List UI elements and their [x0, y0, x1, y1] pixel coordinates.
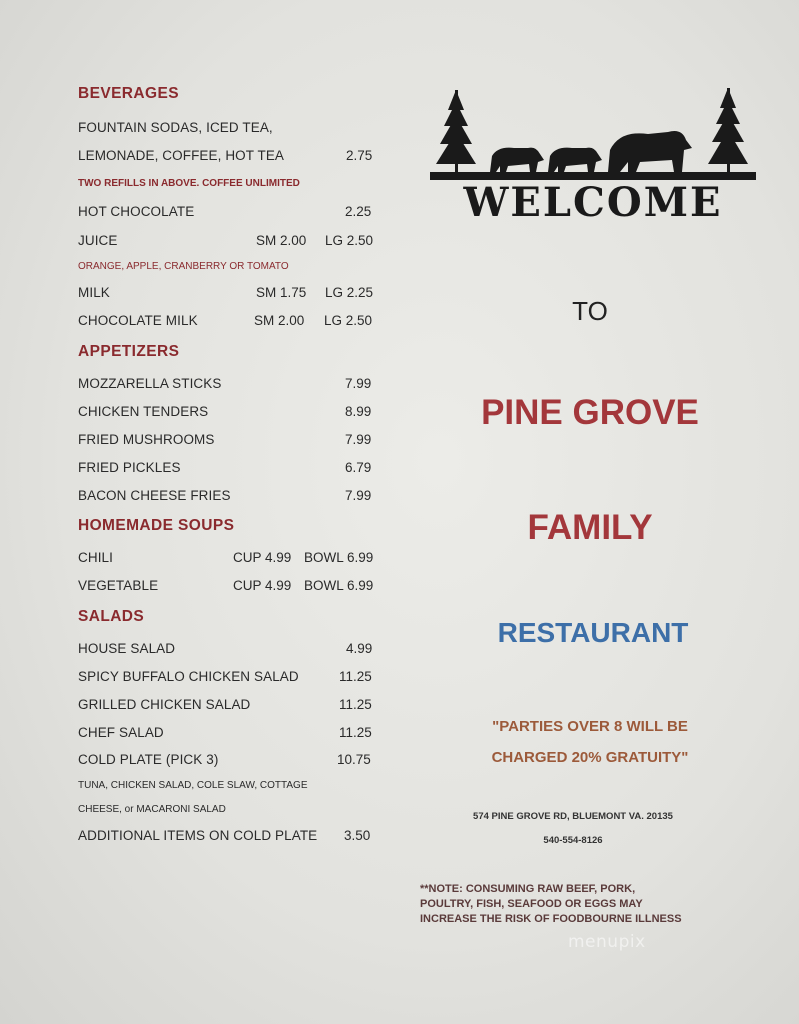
party-note-line2: CHARGED 20% GRATUITY"	[491, 749, 689, 766]
warning-line2: POULTRY, FISH, SEAFOOD OR EGGS MAY	[420, 898, 643, 910]
salad-item: GRILLED CHICKEN SALAD	[78, 697, 251, 712]
hot-chocolate: HOT CHOCOLATE	[78, 204, 195, 219]
soup-item: VEGETABLE	[78, 578, 159, 593]
juice: JUICE	[78, 233, 118, 248]
to-text: TO	[572, 296, 608, 326]
warning-line1: **NOTE: CONSUMING RAW BEEF, PORK,	[420, 883, 636, 895]
salads-header: SALADS	[78, 608, 145, 625]
salad-item: SPICY BUFFALO CHICKEN SALAD	[78, 669, 299, 684]
salad-price: 4.99	[346, 641, 373, 656]
additional-items: ADDITIONAL ITEMS ON COLD PLATE	[78, 828, 318, 843]
phone: 540-554-8126	[543, 835, 603, 846]
beverages-header: BEVERAGES	[78, 85, 179, 102]
restaurant-name-line3: RESTAURANT	[497, 617, 689, 648]
soup-cup: CUP 4.99	[233, 550, 292, 565]
appetizer-price: 7.99	[345, 488, 372, 503]
cold-plate-note2: CHEESE, or MACARONI SALAD	[78, 804, 226, 815]
party-note-line1: "PARTIES OVER 8 WILL BE	[492, 718, 688, 735]
appetizer-item: CHICKEN TENDERS	[78, 404, 209, 419]
milk-sm: SM 1.75	[256, 285, 307, 300]
refill-note: TWO REFILLS IN ABOVE. COFFEE UNLIMITED	[78, 178, 300, 189]
fountain-line2: LEMONADE, COFFEE, HOT TEA	[78, 148, 285, 163]
appetizer-price: 7.99	[345, 376, 372, 391]
fountain-line1: FOUNTAIN SODAS, ICED TEA,	[78, 120, 273, 135]
juice-sm: SM 2.00	[256, 233, 307, 248]
salad-price: 11.25	[339, 697, 372, 712]
cold-plate-note1: TUNA, CHICKEN SALAD, COLE SLAW, COTTAGE	[78, 780, 308, 791]
restaurant-name-line2: FAMILY	[527, 508, 653, 547]
salad-item: HOUSE SALAD	[78, 641, 176, 656]
welcome-logo	[428, 86, 758, 226]
choc-milk: CHOCOLATE MILK	[78, 313, 198, 328]
soup-cup: CUP 4.99	[233, 578, 292, 593]
restaurant-name-line1: PINE GROVE	[481, 393, 699, 432]
appetizer-item: MOZZARELLA STICKS	[78, 376, 222, 391]
salad-price: 11.25	[339, 669, 372, 684]
hot-chocolate-price: 2.25	[345, 204, 372, 219]
appetizer-item: FRIED PICKLES	[78, 460, 181, 475]
watermark: menupix	[568, 932, 646, 952]
appetizer-price: 7.99	[345, 432, 372, 447]
bear-icon	[490, 148, 544, 172]
salad-price: 11.25	[339, 725, 372, 740]
soup-bowl: BOWL 6.99	[304, 550, 374, 565]
choc-milk-lg: LG 2.50	[324, 313, 373, 328]
pine-tree-icon	[708, 88, 748, 172]
appetizer-item: BACON CHEESE FRIES	[78, 488, 231, 503]
salad-item: CHEF SALAD	[78, 725, 164, 740]
fountain-price: 2.75	[346, 148, 373, 163]
address: 574 PINE GROVE RD, BLUEMONT VA. 20135	[473, 811, 673, 822]
juice-note: ORANGE, APPLE, CRANBERRY OR TOMATO	[78, 261, 289, 272]
pine-tree-icon	[436, 90, 476, 172]
milk-lg: LG 2.25	[325, 285, 374, 300]
additional-price: 3.50	[344, 828, 371, 843]
food-warning	[420, 882, 720, 927]
soup-item: CHILI	[78, 550, 114, 565]
appetizer-price: 6.79	[345, 460, 372, 475]
bear-icon	[608, 131, 692, 172]
warning-line3: INCREASE THE RISK OF FOODBOURNE ILLNESS	[420, 913, 682, 925]
salad-item: COLD PLATE (PICK 3)	[78, 752, 219, 767]
appetizers-header: APPETIZERS	[78, 343, 180, 360]
choc-milk-sm: SM 2.00	[254, 313, 305, 328]
soup-bowl: BOWL 6.99	[304, 578, 374, 593]
milk: MILK	[78, 285, 110, 300]
salad-price: 10.75	[337, 752, 371, 767]
soups-header: HOMEMADE SOUPS	[78, 517, 235, 534]
appetizer-item: FRIED MUSHROOMS	[78, 432, 215, 447]
welcome-text: WELCOME	[463, 179, 723, 226]
bear-icon	[548, 148, 602, 172]
juice-lg: LG 2.50	[325, 233, 374, 248]
appetizer-price: 8.99	[345, 404, 372, 419]
